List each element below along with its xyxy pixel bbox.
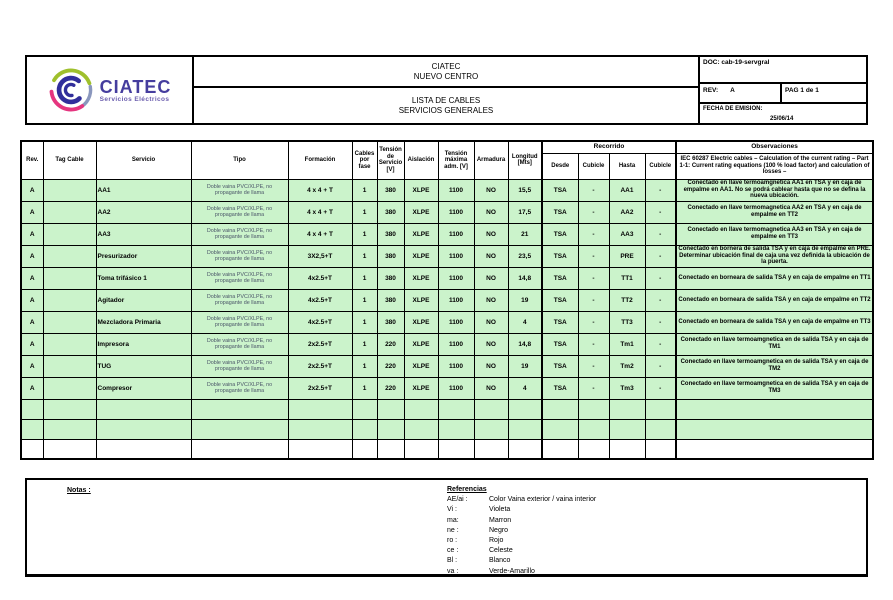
cell-servicio: Presurizador <box>96 245 191 267</box>
cell-rev: A <box>21 377 43 399</box>
empty-table-row <box>21 399 873 419</box>
cell-cables-por-fase: 1 <box>352 179 377 201</box>
empty-cell <box>43 399 96 419</box>
reference-desc: Blanco <box>489 557 511 565</box>
cell-tag <box>43 333 96 355</box>
reference-item <box>447 526 596 536</box>
cell-tag <box>43 223 96 245</box>
cell-tension-servicio: 220 <box>377 355 404 377</box>
cable-list-table <box>20 140 874 460</box>
col-header-desde: Desde <box>542 153 578 179</box>
cell-cables-por-fase: 1 <box>352 355 377 377</box>
table-body <box>21 179 873 459</box>
cell-armadura: NO <box>474 355 508 377</box>
empty-cell <box>578 399 609 419</box>
cell-servicio: Toma trifásico 1 <box>96 267 191 289</box>
empty-table-row <box>21 419 873 439</box>
reference-abbr: AE/ai : <box>447 496 468 504</box>
cell-cubicle-desde: - <box>578 289 609 311</box>
notas-label: Notas : <box>67 487 91 494</box>
cell-servicio: AA1 <box>96 179 191 201</box>
col-header-armadura: Armadura <box>474 141 508 179</box>
cell-longitud: 14,8 <box>508 333 542 355</box>
cell-observaciones: Conectado en llave termomagnetica AA2 en TSA y en caja de empalme en TT2 <box>676 201 873 223</box>
cell-tipo: Doble vaina PVC/XLPE, no propagante de llama <box>191 245 288 267</box>
cell-desde: TSA <box>542 377 578 399</box>
cell-cubicle-desde: - <box>578 245 609 267</box>
empty-cell <box>191 439 288 459</box>
col-header-tension-servicio: Tensión de Servicio [V] <box>377 141 404 179</box>
cell-observaciones: Conectado en llave termoamgnetica en de salida TSA y en caja de TM1 <box>676 333 873 355</box>
cell-cubicle-desde: - <box>578 377 609 399</box>
cell-cubicle-hasta: - <box>645 267 676 289</box>
reference-item <box>447 567 596 577</box>
reference-desc: Marron <box>489 516 512 524</box>
rev-label: REV: <box>703 87 719 94</box>
referencias-label: Referencias <box>447 486 487 493</box>
cell-cubicle-desde: - <box>578 267 609 289</box>
reference-item <box>447 495 596 505</box>
empty-cell <box>191 399 288 419</box>
page-field: PAG 1 de 1 <box>785 87 819 94</box>
empty-cell <box>377 439 404 459</box>
cell-tension-servicio: 220 <box>377 377 404 399</box>
reference-abbr: ne : <box>447 526 459 534</box>
reference-desc: Rojo <box>489 537 504 545</box>
cell-cubicle-hasta: - <box>645 201 676 223</box>
empty-cell <box>508 419 542 439</box>
cell-tension-maxima: 1100 <box>438 333 474 355</box>
cell-cubicle-hasta: - <box>645 355 676 377</box>
cell-armadura: NO <box>474 289 508 311</box>
cell-cables-por-fase: 1 <box>352 333 377 355</box>
cell-servicio: Mezcladora Primaria <box>96 311 191 333</box>
cell-observaciones: Conectado en llave termoamgnetica en de salida TSA y en caja de TM3 <box>676 377 873 399</box>
col-group-recorrido: Recorrido <box>542 141 676 153</box>
empty-cell <box>542 419 578 439</box>
cell-longitud: 19 <box>508 289 542 311</box>
cell-tipo: Doble vaina PVC/XLPE, no propagante de llama <box>191 377 288 399</box>
cell-observaciones: Conectado en llave termoamgnetica en de salida TSA y en caja de TM2 <box>676 355 873 377</box>
cell-tension-maxima: 1100 <box>438 179 474 201</box>
reference-item <box>447 556 596 566</box>
cell-rev: A <box>21 245 43 267</box>
cell-hasta: Tm3 <box>609 377 645 399</box>
cell-hasta: PRE <box>609 245 645 267</box>
observaciones-standard-note: IEC 60287 Electric cables – Calculation of the current rating – Part 1-1: Current rating equations (100 % load factor) and calculation of losses – <box>676 153 873 179</box>
cell-desde: TSA <box>542 179 578 201</box>
cell-formacion: 4x2.5+T <box>288 267 352 289</box>
cell-servicio: Compresor <box>96 377 191 399</box>
reference-abbr: Vi : <box>447 506 457 514</box>
cell-aislacion: XLPE <box>404 223 438 245</box>
cell-tension-maxima: 1100 <box>438 377 474 399</box>
cell-cubicle-desde: - <box>578 179 609 201</box>
cell-longitud: 17,5 <box>508 201 542 223</box>
cell-rev: A <box>21 267 43 289</box>
cell-cubicle-desde: - <box>578 311 609 333</box>
cell-tipo: Doble vaina PVC/XLPE, no propagante de llama <box>191 355 288 377</box>
cell-tipo: Doble vaina PVC/XLPE, no propagante de llama <box>191 267 288 289</box>
empty-cell <box>508 399 542 419</box>
cell-tension-servicio: 380 <box>377 179 404 201</box>
document-title: LISTA DE CABLES <box>411 96 481 105</box>
cell-tension-servicio: 380 <box>377 201 404 223</box>
empty-cell <box>352 439 377 459</box>
cell-longitud: 14,8 <box>508 267 542 289</box>
logo-cell <box>27 57 194 123</box>
empty-cell <box>578 439 609 459</box>
cell-desde: TSA <box>542 245 578 267</box>
cell-longitud: 4 <box>508 377 542 399</box>
empty-cell <box>352 419 377 439</box>
empty-cell <box>474 419 508 439</box>
reference-desc: Violeta <box>489 506 511 514</box>
cell-desde: TSA <box>542 223 578 245</box>
cell-armadura: NO <box>474 201 508 223</box>
empty-cell <box>438 439 474 459</box>
table-row <box>21 245 873 267</box>
cell-longitud: 21 <box>508 223 542 245</box>
cell-armadura: NO <box>474 311 508 333</box>
empty-cell <box>578 419 609 439</box>
logo-tagline: Servicios Eléctricos <box>99 95 170 103</box>
reference-desc: Color Vaina exterior / vaina interior <box>489 496 597 504</box>
empty-cell <box>96 419 191 439</box>
empty-cell <box>43 439 96 459</box>
empty-cell <box>609 439 645 459</box>
cell-aislacion: XLPE <box>404 377 438 399</box>
empty-cell <box>609 419 645 439</box>
cell-hasta: TT2 <box>609 289 645 311</box>
empty-cell <box>404 399 438 419</box>
document-subtitle: SERVICIOS GENERALES <box>398 105 494 115</box>
reference-item <box>447 546 596 556</box>
col-header-aislacion: Aislación <box>404 141 438 179</box>
cell-cables-por-fase: 1 <box>352 311 377 333</box>
empty-cell <box>645 419 676 439</box>
cell-servicio: AA3 <box>96 223 191 245</box>
referencias-list <box>447 495 596 577</box>
empty-cell <box>288 439 352 459</box>
cell-servicio: AA2 <box>96 201 191 223</box>
table-row <box>21 333 873 355</box>
doc-number: DOC: cab-19-servgral <box>700 57 866 84</box>
empty-cell <box>288 419 352 439</box>
cell-aislacion: XLPE <box>404 311 438 333</box>
cell-desde: TSA <box>542 267 578 289</box>
issue-date-value: 25/06/14 <box>770 116 794 122</box>
cell-tipo: Doble vaina PVC/XLPE, no propagante de llama <box>191 223 288 245</box>
reference-item <box>447 516 596 526</box>
empty-cell <box>404 439 438 459</box>
empty-cell <box>542 439 578 459</box>
empty-cell <box>21 439 43 459</box>
col-header-rev: Rev. <box>21 141 43 179</box>
empty-cell <box>438 399 474 419</box>
col-header-cubicle-hasta: Cubicle <box>645 153 676 179</box>
cell-cubicle-hasta: - <box>645 377 676 399</box>
cell-tag <box>43 289 96 311</box>
col-header-cables-por-fase: Cables por fase <box>352 141 377 179</box>
cell-cables-por-fase: 1 <box>352 377 377 399</box>
cell-cubicle-desde: - <box>578 201 609 223</box>
cell-desde: TSA <box>542 355 578 377</box>
empty-cell <box>377 399 404 419</box>
cell-formacion: 2x2.5+T <box>288 333 352 355</box>
cell-desde: TSA <box>542 289 578 311</box>
company-title: CIATEC <box>431 62 461 71</box>
cell-armadura: NO <box>474 333 508 355</box>
col-header-tag-cable: Tag Cable <box>43 141 96 179</box>
cell-tension-servicio: 380 <box>377 289 404 311</box>
cell-tension-maxima: 1100 <box>438 289 474 311</box>
cell-observaciones: Conectado en llave termoamgnetica AA1 en TSA y en caja de empalme en AA1. No se podrá cablear hasta que no se defina la nueva ubicación. <box>676 179 873 201</box>
cell-tag <box>43 377 96 399</box>
table-row <box>21 179 873 201</box>
cell-longitud: 4 <box>508 311 542 333</box>
empty-cell <box>21 399 43 419</box>
cell-cubicle-hasta: - <box>645 245 676 267</box>
cell-aislacion: XLPE <box>404 267 438 289</box>
cell-tipo: Doble vaina PVC/XLPE, no propagante de llama <box>191 201 288 223</box>
table-row <box>21 355 873 377</box>
cell-cubicle-hasta: - <box>645 223 676 245</box>
col-header-servicio: Servicio <box>96 141 191 179</box>
reference-abbr: ma: <box>447 516 459 524</box>
table-row <box>21 311 873 333</box>
empty-cell <box>676 419 873 439</box>
reference-abbr: Bl : <box>447 557 458 565</box>
cell-servicio: Impresora <box>96 333 191 355</box>
cell-formacion: 2x2.5+T <box>288 377 352 399</box>
cell-cubicle-desde: - <box>578 333 609 355</box>
cell-cubicle-desde: - <box>578 355 609 377</box>
cell-tipo: Doble vaina PVC/XLPE, no propagante de llama <box>191 333 288 355</box>
cell-rev: A <box>21 223 43 245</box>
empty-cell <box>645 399 676 419</box>
col-header-observaciones: Observaciones <box>676 141 873 153</box>
cell-armadura: NO <box>474 223 508 245</box>
cell-rev: A <box>21 311 43 333</box>
cell-tag <box>43 179 96 201</box>
cell-rev: A <box>21 201 43 223</box>
cell-hasta: AA2 <box>609 201 645 223</box>
empty-cell <box>288 399 352 419</box>
empty-cell <box>508 439 542 459</box>
cell-cables-por-fase: 1 <box>352 289 377 311</box>
empty-cell <box>474 439 508 459</box>
cell-tension-servicio: 380 <box>377 311 404 333</box>
cell-formacion: 4 x 4 + T <box>288 179 352 201</box>
cell-cubicle-desde: - <box>578 223 609 245</box>
reference-abbr: ro : <box>447 537 458 545</box>
cell-rev: A <box>21 355 43 377</box>
cell-tension-maxima: 1100 <box>438 223 474 245</box>
empty-cell <box>404 419 438 439</box>
cell-tag <box>43 311 96 333</box>
cell-aislacion: XLPE <box>404 289 438 311</box>
cell-desde: TSA <box>542 201 578 223</box>
cell-rev: A <box>21 289 43 311</box>
revision-field <box>700 84 782 102</box>
cell-cables-por-fase: 1 <box>352 267 377 289</box>
cell-longitud: 19 <box>508 355 542 377</box>
cell-longitud: 23,5 <box>508 245 542 267</box>
cell-cubicle-hasta: - <box>645 311 676 333</box>
col-header-longitud: Longitud [Mts] <box>508 141 542 179</box>
cell-tension-maxima: 1100 <box>438 201 474 223</box>
empty-cell <box>96 399 191 419</box>
col-header-cubicle-desde: Cubicle <box>578 153 609 179</box>
cell-aislacion: XLPE <box>404 355 438 377</box>
project-title: NUEVO CENTRO <box>413 71 479 81</box>
cell-tag <box>43 245 96 267</box>
cell-armadura: NO <box>474 179 508 201</box>
cell-hasta: TT1 <box>609 267 645 289</box>
reference-desc: Verde-Amarillo <box>489 567 535 575</box>
cell-armadura: NO <box>474 245 508 267</box>
col-header-formacion: Formación <box>288 141 352 179</box>
reference-abbr: va : <box>447 567 459 575</box>
ciatec-logo-icon <box>48 67 94 113</box>
empty-cell <box>542 399 578 419</box>
empty-cell <box>645 439 676 459</box>
empty-cell <box>352 399 377 419</box>
title-block <box>25 55 868 125</box>
reference-item <box>447 505 596 515</box>
reference-item <box>447 536 596 546</box>
cell-formacion: 4x2.5+T <box>288 311 352 333</box>
table-row <box>21 223 873 245</box>
empty-cell <box>43 419 96 439</box>
cell-tension-maxima: 1100 <box>438 267 474 289</box>
cell-hasta: AA1 <box>609 179 645 201</box>
table-row <box>21 289 873 311</box>
cell-cubicle-hasta: - <box>645 179 676 201</box>
cell-tipo: Doble vaina PVC/XLPE, no propagante de llama <box>191 289 288 311</box>
cell-cables-por-fase: 1 <box>352 201 377 223</box>
cell-tipo: Doble vaina PVC/XLPE, no propagante de llama <box>191 311 288 333</box>
title-center-cell <box>194 57 700 123</box>
cell-cubicle-hasta: - <box>645 333 676 355</box>
cell-observaciones: Conectado en bornera de salida TSA y en caja de empalme en PRE. Determinar ubicación final de caja una vez definida la ubicación de la puerta. <box>676 245 873 267</box>
empty-cell <box>676 439 873 459</box>
cell-aislacion: XLPE <box>404 201 438 223</box>
cell-tag <box>43 201 96 223</box>
cell-rev: A <box>21 333 43 355</box>
cell-observaciones: Conectado en borneara de salida TSA y en caja de empalme en TT2 <box>676 289 873 311</box>
cell-hasta: Tm2 <box>609 355 645 377</box>
col-header-tipo: Tipo <box>191 141 288 179</box>
cell-cables-por-fase: 1 <box>352 223 377 245</box>
cell-desde: TSA <box>542 333 578 355</box>
cell-observaciones: Conectado en llave termomagnetica AA3 en TSA y en caja de empalme en TT3 <box>676 223 873 245</box>
cell-rev: A <box>21 179 43 201</box>
cell-tension-maxima: 1100 <box>438 311 474 333</box>
cell-aislacion: XLPE <box>404 245 438 267</box>
col-header-hasta: Hasta <box>609 153 645 179</box>
empty-cell <box>609 399 645 419</box>
col-header-tension-maxima: Tensión máxima adm. [V] <box>438 141 474 179</box>
empty-cell <box>377 419 404 439</box>
reference-desc: Negro <box>489 526 509 534</box>
cell-tension-servicio: 220 <box>377 333 404 355</box>
cell-hasta: Tm1 <box>609 333 645 355</box>
cell-aislacion: XLPE <box>404 179 438 201</box>
table-row <box>21 201 873 223</box>
empty-cell <box>438 419 474 439</box>
cell-tag <box>43 267 96 289</box>
empty-cell <box>676 399 873 419</box>
cell-hasta: TT3 <box>609 311 645 333</box>
cell-cubicle-hasta: - <box>645 289 676 311</box>
cell-tension-servicio: 380 <box>377 267 404 289</box>
cell-observaciones: Conectado en borneara de salida TSA y en caja de empalme en TT1 <box>676 267 873 289</box>
empty-cell <box>96 439 191 459</box>
table-row <box>21 267 873 289</box>
cell-tension-maxima: 1100 <box>438 245 474 267</box>
cell-armadura: NO <box>474 267 508 289</box>
cell-desde: TSA <box>542 311 578 333</box>
cell-formacion: 4 x 4 + T <box>288 201 352 223</box>
empty-cell <box>21 419 43 439</box>
empty-table-row <box>21 439 873 459</box>
cell-formacion: 4 x 4 + T <box>288 223 352 245</box>
cell-tension-maxima: 1100 <box>438 355 474 377</box>
notes-box <box>25 478 868 577</box>
doc-info-cell <box>700 57 866 123</box>
issue-date-field <box>700 104 866 123</box>
reference-desc: Celeste <box>489 547 513 555</box>
cell-armadura: NO <box>474 377 508 399</box>
cell-observaciones: Conectado en borneara de salida TSA y en caja de empalme en TT3 <box>676 311 873 333</box>
reference-abbr: ce : <box>447 547 459 555</box>
cell-hasta: AA3 <box>609 223 645 245</box>
cell-servicio: TUG <box>96 355 191 377</box>
cell-formacion: 2x2.5+T <box>288 355 352 377</box>
cell-formacion: 4x2.5+T <box>288 289 352 311</box>
cell-formacion: 3X2,5+T <box>288 245 352 267</box>
cell-cables-por-fase: 1 <box>352 245 377 267</box>
logo-brand-text: CIATEC <box>99 76 172 97</box>
empty-cell <box>191 419 288 439</box>
cell-servicio: Agitador <box>96 289 191 311</box>
cell-tension-servicio: 380 <box>377 245 404 267</box>
rev-value: A <box>730 87 735 94</box>
cell-tension-servicio: 380 <box>377 223 404 245</box>
cell-aislacion: XLPE <box>404 333 438 355</box>
cell-tipo: Doble vaina PVC/XLPE, no propagante de llama <box>191 179 288 201</box>
empty-cell <box>474 399 508 419</box>
cell-tag <box>43 355 96 377</box>
issue-date-label: FECHA DE EMISION: <box>703 106 763 112</box>
cell-longitud: 15,5 <box>508 179 542 201</box>
table-row <box>21 377 873 399</box>
